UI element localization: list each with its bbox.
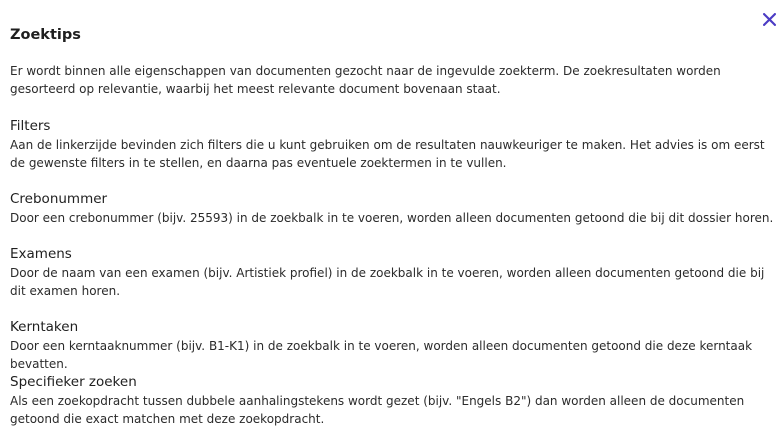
section-text: Door een crebonummer (bijv. 25593) in de zoekbalk in te voeren, worden alleen documenten getoond die bij dit dossier horen. — [10, 211, 774, 225]
section-heading: Filters — [10, 118, 51, 134]
section-heading: Kerntaken — [10, 319, 79, 335]
section-text: Aan de linkerzijde bevinden zich filters die u kunt gebruiken om de resultaten nauwkeuriger te maken. Het advies is om eerst de gewenste filters in te stellen, en daarna pas eventuele zoektermen in te vullen. — [10, 138, 765, 170]
section-heading: Specifieker zoeken — [10, 374, 137, 390]
section-text: Door een kerntaaknummer (bijv. B1-K1) in de zoekbalk in te voeren, worden alleen documenten getoond die deze kerntaak bevatten. — [10, 339, 753, 371]
section-filters — [10, 117, 782, 172]
section-text: Door de naam van een examen (bijv. Artistiek profiel) in de zoekbalk in te voeren, worden alleen documenten getoond die bij dit examen horen. — [10, 266, 765, 298]
dialog-title: Zoektips — [10, 27, 81, 43]
section-kerntaken — [10, 318, 782, 373]
section-examens — [10, 245, 782, 300]
close-button[interactable] — [758, 8, 780, 30]
close-icon[interactable] — [763, 13, 776, 26]
intro-text: Er wordt binnen alle eigenschappen van documenten gezocht naar de ingevulde zoekterm. De zoekresultaten worden gesorteerd op relevantie, waarbij het meest relevante document bovenaan staat. — [10, 64, 721, 96]
section-crebonummer — [10, 190, 782, 227]
section-text: Als een zoekopdracht tussen dubbele aanhalingstekens wordt gezet (bijv. "Engels B2") dan worden alleen de documenten getoond die exact matchen met deze zoekopdracht. — [10, 394, 745, 426]
section-heading: Crebonummer — [10, 191, 108, 207]
section-specifieker-zoeken — [10, 373, 782, 428]
section-heading: Examens — [10, 246, 72, 262]
